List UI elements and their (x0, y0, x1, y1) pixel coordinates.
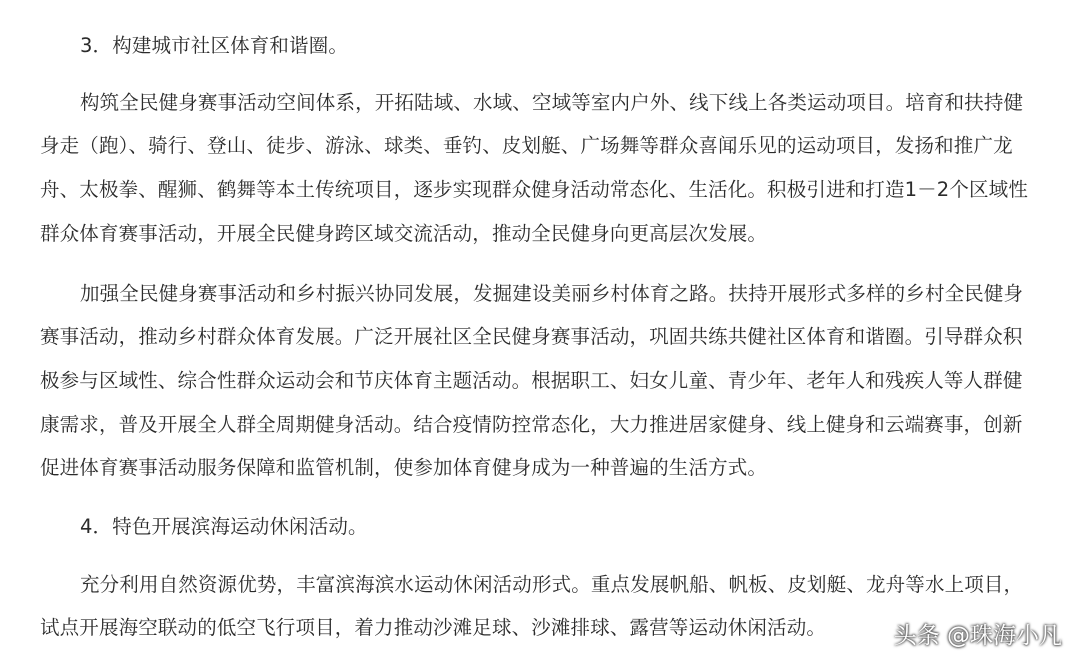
section-heading-3: 3．构建城市社区体育和谐圈。 (80, 34, 349, 57)
paragraph-2-line-1: 加强全民健身赛事活动和乡村振兴协同发展，发掘建设美丽乡村体育之路。扶持开展形式多样的乡村全民健身 (80, 282, 1024, 305)
paragraph-1-line-3: 舟、太极拳、醒狮、鹤舞等本土传统项目，逐步实现群众健身活动常态化、生活化。积极引进和打造1－2个区域性 (40, 178, 1028, 201)
paragraph-1-line-1: 构筑全民健身赛事活动空间体系，开拓陆域、水域、空域等室内户外、线下线上各类运动项目。培育和扶持健 (80, 91, 1024, 114)
author-watermark: 头条 @珠海小凡 (893, 623, 1062, 649)
paragraph-1-line-2: 身走（跑）、骑行、登山、徒步、游泳、球类、垂钓、皮划艇、广场舞等群众喜闻乐见的运动项目，发扬和推广龙 (40, 134, 1013, 157)
paragraph-2-line-4: 康需求，普及开展全人群全周期健身活动。结合疫情防控常态化，大力推进居家健身、线上健身和云端赛事，创新 (40, 413, 1023, 436)
section-heading-4: 4．特色开展滨海运动休闲活动。 (80, 515, 368, 538)
paragraph-2-line-2: 赛事活动，推动乡村群众体育发展。广泛开展社区全民健身赛事活动，巩固共练共健社区体育和谐圈。引导群众积 (40, 325, 1023, 348)
paragraph-3-line-1: 充分利用自然资源优势，丰富滨海滨水运动休闲活动形式。重点发展帆船、帆板、皮划艇、龙舟等水上项目， (80, 573, 1024, 596)
paragraph-3-line-2: 试点开展海空联动的低空飞行项目，着力推动沙滩足球、沙滩排球、露营等运动休闲活动。 (40, 616, 827, 639)
paragraph-2-line-3: 极参与区域性、综合性群众运动会和节庆体育主题活动。根据职工、妇女儿童、青少年、老年人和残疾人等人群健 (40, 369, 1023, 392)
paragraph-2-line-5: 促进体育赛事活动服务保障和监管机制，使参加体育健身成为一种普遍的生活方式。 (40, 456, 768, 479)
paragraph-1-line-4: 群众体育赛事活动，开展全民健身跨区域交流活动，推动全民健身向更高层次发展。 (40, 222, 768, 245)
